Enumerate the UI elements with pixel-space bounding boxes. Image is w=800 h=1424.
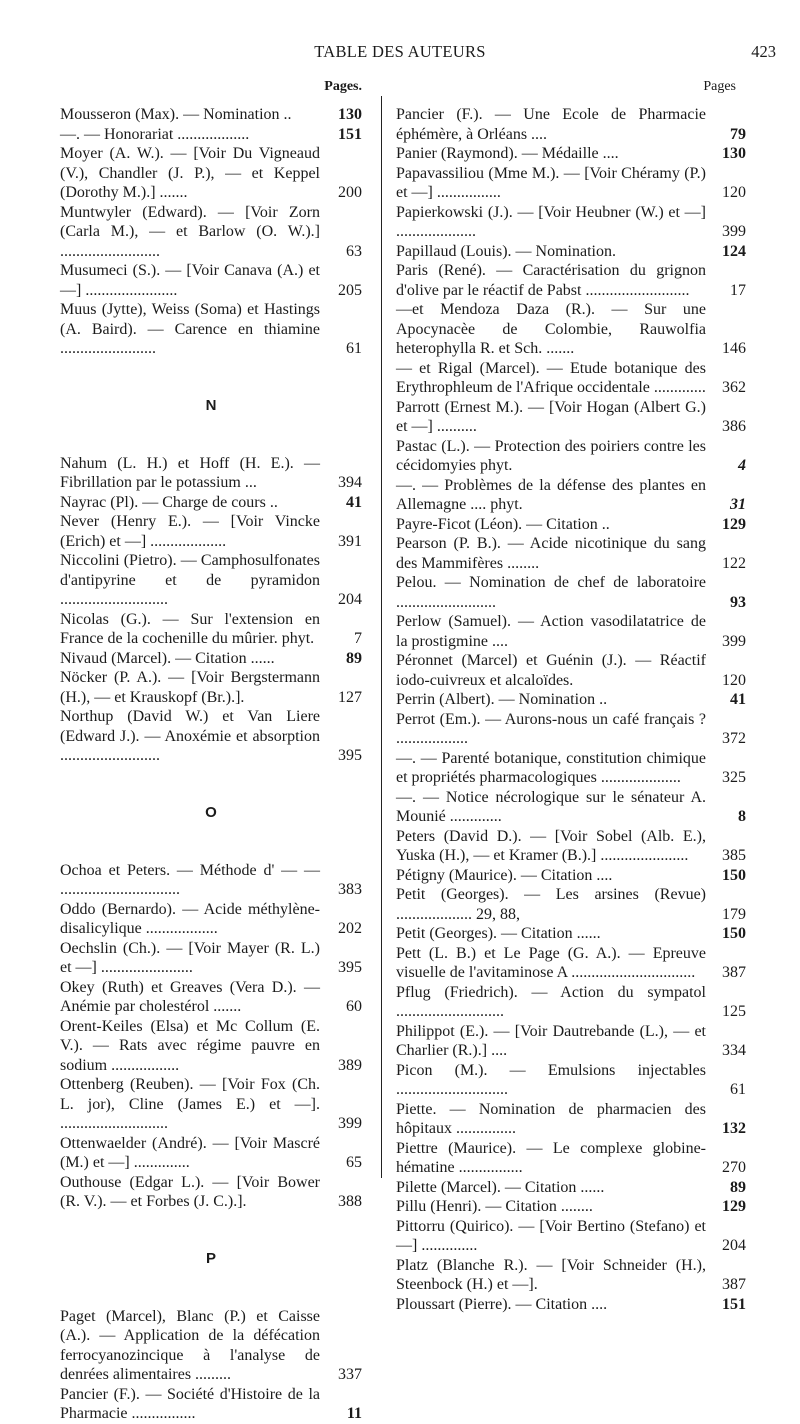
entry-page-number: 362 bbox=[722, 379, 746, 396]
entry-page-number: 204 bbox=[338, 591, 362, 608]
entry-text: —et Mendoza Daza (R.). — Sur une Apocynacèe de Colombie, Rauwolfia heterophylla R. et Sch. ....... bbox=[396, 301, 706, 357]
entry-page-number: 127 bbox=[338, 688, 362, 706]
entry-page-number: 200 bbox=[338, 184, 362, 201]
index-entry bbox=[60, 707, 362, 766]
index-entry bbox=[396, 924, 746, 944]
index-entry bbox=[396, 1100, 746, 1139]
entry-text: Pflug (Friedrich). — Action du sympatol ........................... bbox=[396, 983, 706, 1020]
entry-page-number: 389 bbox=[338, 1056, 362, 1074]
entry-text: Piettre (Maurice). — Le complexe globine-hématine ................ bbox=[396, 1139, 706, 1176]
entry-text: Payre-Ficot (Léon). — Citation .. bbox=[396, 515, 610, 533]
index-entry bbox=[60, 454, 362, 493]
entry-page-number: 202 bbox=[338, 920, 362, 937]
index-entry bbox=[60, 649, 362, 669]
index-entry bbox=[396, 885, 746, 924]
entry-page-number: 325 bbox=[722, 769, 746, 786]
entry-text: Pillu (Henri). — Citation ........ bbox=[396, 1198, 593, 1215]
index-entry bbox=[396, 1061, 746, 1100]
page-number: 423 bbox=[751, 42, 776, 61]
index-entry bbox=[396, 749, 746, 788]
entry-page-number: 337 bbox=[338, 1366, 362, 1383]
entry-page-number: 79 bbox=[730, 125, 746, 143]
index-block-p-continued bbox=[396, 105, 746, 1314]
index-entry bbox=[60, 493, 362, 513]
entry-text: Picon (M.). — Emulsions injectables ............................ bbox=[396, 1061, 706, 1098]
entry-text: Papierkowski (J.). — [Voir Heubner (W.) et —] .................... bbox=[396, 203, 706, 240]
index-entry bbox=[396, 1139, 746, 1178]
entry-text: Ochoa et Peters. — Méthode d' — — .............................. bbox=[60, 861, 320, 898]
entry-text: Musumeci (S.). — [Voir Canava (A.) et —] ....................... bbox=[60, 262, 320, 299]
index-entry bbox=[60, 1173, 362, 1212]
index-entry bbox=[60, 144, 362, 203]
entry-text: Pett (L. B.) et Le Page (G. A.). — Epreuve visuelle de l'avitaminose A ............................... bbox=[396, 944, 706, 981]
entry-text: Platz (Blanche R.). — [Voir Schneider (H.), Steenbock (H.) et —]. bbox=[396, 1256, 706, 1293]
entry-page-number: 60 bbox=[346, 998, 362, 1015]
page-title: TABLE DES AUTEURS bbox=[314, 42, 486, 61]
index-block-o bbox=[60, 861, 362, 1212]
entry-page-number: 395 bbox=[338, 959, 362, 976]
entry-text: Muus (Jytte), Weiss (Soma) et Hastings (A. Baird). — Carence en thiamine ........................ bbox=[60, 301, 320, 357]
entry-text: Pelou. — Nomination de chef de laboratoire ......................... bbox=[396, 574, 706, 611]
index-entry bbox=[396, 261, 746, 300]
entry-text: Pittorru (Quirico). — [Voir Bertino (Stefano) et —] .............. bbox=[396, 1217, 706, 1254]
entry-page-number: 387 bbox=[722, 1276, 746, 1293]
entry-page-number: 150 bbox=[722, 925, 746, 942]
index-entry bbox=[60, 300, 362, 359]
entry-page-number: 11 bbox=[346, 1405, 362, 1422]
entry-page-number: 205 bbox=[338, 281, 362, 299]
entry-text: — et Rigal (Marcel). — Etude botanique des Erythrophleum de l'Afrique occidentale ............. bbox=[396, 359, 706, 396]
index-entry bbox=[396, 105, 746, 144]
entry-text: Paget (Marcel), Blanc (P.) et Caisse (A.). — Application de la défécation ferrocyanozincique à l'analyse de denrées alimentaires ......... bbox=[60, 1307, 320, 1383]
section-letter-n: N bbox=[205, 396, 217, 414]
column-divider bbox=[381, 96, 382, 1178]
entry-page-number: 399 bbox=[722, 223, 746, 240]
index-entry bbox=[60, 1017, 362, 1076]
entry-text: —. — Notice nécrologique sur le sénateur A. Mounié ............. bbox=[396, 788, 706, 825]
entry-page-number: 386 bbox=[722, 418, 746, 435]
index-entry bbox=[60, 610, 362, 649]
entry-text: Perrot (Em.). — Aurons-nous un café français ? .................. bbox=[396, 710, 706, 747]
index-block-m bbox=[60, 105, 362, 359]
entry-text: Pancier (F.). — Une Ecole de Pharmacie éphémère, à Orléans .... bbox=[396, 106, 706, 143]
index-entry bbox=[396, 242, 746, 262]
entry-page-number: 129 bbox=[722, 1198, 746, 1215]
index-entry bbox=[396, 710, 746, 749]
entry-page-number: 120 bbox=[722, 671, 746, 689]
entry-page-number: 151 bbox=[338, 125, 362, 143]
entry-page-number: 120 bbox=[722, 184, 746, 201]
entry-page-number: 63 bbox=[346, 242, 362, 260]
index-entry bbox=[396, 476, 746, 515]
entry-text: —. — Honorariat .................. bbox=[60, 125, 250, 143]
entry-page-number: 146 bbox=[722, 340, 746, 357]
index-entry bbox=[396, 612, 746, 651]
index-entry bbox=[396, 1197, 746, 1217]
entry-page-number: 17 bbox=[730, 281, 746, 299]
entry-text: Philippot (E.). — [Voir Dautrebande (L.), — et Charlier (R.).] .... bbox=[396, 1022, 706, 1059]
entry-text: Ploussart (Pierre). — Citation .... bbox=[396, 1295, 608, 1313]
entry-page-number: 394 bbox=[338, 474, 362, 491]
entry-text: Perlow (Samuel). — Action vasodilatatrice de la prostigmine .... bbox=[396, 613, 706, 650]
entry-text: Petit (Georges). — Citation ...... bbox=[396, 925, 601, 942]
entry-text: Mousseron (Max). — Nomination .. bbox=[60, 106, 292, 123]
entry-text: Petit (Georges). — Les arsines (Revue) ................... 29, 88, bbox=[396, 886, 706, 923]
entry-text: Paris (René). — Caractérisation du grignon d'olive par le réactif de Pabst .......................... bbox=[396, 262, 706, 299]
index-entry bbox=[60, 1134, 362, 1173]
entry-page-number: 4 bbox=[738, 457, 746, 474]
entry-page-number: 122 bbox=[722, 554, 746, 572]
index-entry bbox=[60, 203, 362, 262]
entry-page-number: 93 bbox=[730, 593, 746, 611]
entry-page-number: 151 bbox=[722, 1295, 746, 1313]
entry-page-number: 399 bbox=[722, 632, 746, 650]
index-entry bbox=[396, 866, 746, 886]
index-entry bbox=[60, 512, 362, 551]
index-entry bbox=[396, 651, 746, 690]
index-entry bbox=[396, 534, 746, 573]
index-entry bbox=[60, 261, 362, 300]
index-entry bbox=[396, 1256, 746, 1295]
entry-text: Okey (Ruth) et Greaves (Vera D.). — Anémie par cholestérol ....... bbox=[60, 978, 320, 1015]
entry-page-number: 61 bbox=[346, 340, 362, 357]
left-column bbox=[60, 75, 362, 1424]
index-entry bbox=[60, 900, 362, 939]
entry-text: Panier (Raymond). — Médaille .... bbox=[396, 145, 619, 162]
entry-page-number: 334 bbox=[722, 1042, 746, 1059]
index-entry bbox=[60, 125, 362, 145]
entry-page-number: 89 bbox=[346, 649, 362, 667]
entry-text: Pastac (L.). — Protection des poiriers contre les cécidomyies phyt. bbox=[396, 437, 706, 474]
entry-page-number: 7 bbox=[354, 630, 362, 647]
index-entry bbox=[396, 573, 746, 612]
entry-text: Nöcker (P. A.). — [Voir Bergstermann (H.), — et Krauskopf (Br.).]. bbox=[60, 669, 320, 706]
index-entry bbox=[396, 944, 746, 983]
entry-text: Muntwyler (Edward). — [Voir Zorn (Carla M.), — et Barlow (O. W.).] ......................... bbox=[60, 203, 320, 260]
entry-page-number: 130 bbox=[722, 145, 746, 162]
entry-text: Papavassiliou (Mme M.). — [Voir Chéramy (P.) et —] ................ bbox=[396, 164, 706, 201]
entry-text: Pearson (P. B.). — Acide nicotinique du sang des Mammifères ........ bbox=[396, 535, 706, 572]
pages-header-right: Pages bbox=[703, 79, 736, 94]
index-entry bbox=[396, 788, 746, 827]
entry-text: Parrott (Ernest M.). — [Voir Hogan (Albert G.) et —] .......... bbox=[396, 398, 706, 435]
index-entry bbox=[60, 1307, 362, 1385]
index-entry bbox=[396, 164, 746, 203]
index-entry bbox=[396, 983, 746, 1022]
entry-page-number: 132 bbox=[722, 1120, 746, 1137]
index-entry bbox=[60, 978, 362, 1017]
entry-text: Moyer (A. W.). — [Voir Du Vigneaud (V.), Chandler (J. P.), — et Keppel (Dorothy M.).] ....... bbox=[60, 145, 320, 201]
entry-text: Niccolini (Pietro). — Camphosulfonates d'antipyrine et de pyramidon ........................... bbox=[60, 552, 320, 608]
entry-page-number: 372 bbox=[722, 730, 746, 747]
entry-page-number: 31 bbox=[730, 496, 746, 513]
entry-text: —. — Parenté botanique, constitution chimique et propriétés pharmacologiques .................... bbox=[396, 749, 706, 786]
entry-text: Ottenberg (Reuben). — [Voir Fox (Ch. L. jor), Cline (James E.) et —]. ........................... bbox=[60, 1076, 320, 1132]
entry-text: Nayrac (Pl). — Charge de cours .. bbox=[60, 493, 278, 511]
entry-page-number: 124 bbox=[722, 242, 746, 260]
entry-text: Oechslin (Ch.). — [Voir Mayer (R. L.) et —] ....................... bbox=[60, 939, 320, 976]
entry-page-number: 385 bbox=[722, 847, 746, 864]
entry-page-number: 61 bbox=[730, 1081, 746, 1098]
index-entry bbox=[396, 300, 746, 359]
entry-page-number: 204 bbox=[722, 1237, 746, 1254]
entry-page-number: 391 bbox=[338, 532, 362, 550]
entry-text: Oddo (Bernardo). — Acide méthylène-disalicylique .................. bbox=[60, 900, 320, 937]
index-entry bbox=[396, 398, 746, 437]
index-entry bbox=[60, 939, 362, 978]
entry-page-number: 150 bbox=[722, 866, 746, 884]
pages-header-left: Pages. bbox=[324, 79, 362, 94]
entry-text: Northup (David W.) et Van Liere (Edward J.). — Anoxémie et absorption ......................... bbox=[60, 708, 320, 764]
index-entry bbox=[60, 861, 362, 900]
entry-text: Peters (David D.). — [Voir Sobel (Alb. E.), Yuska (H.), — et Kramer (B.).] ...................... bbox=[396, 827, 706, 864]
index-entry bbox=[60, 551, 362, 610]
entry-page-number: 388 bbox=[338, 1193, 362, 1210]
running-header bbox=[0, 42, 800, 66]
index-entry bbox=[396, 515, 746, 535]
entry-text: —. — Problèmes de la défense des plantes en Allemagne .... phyt. bbox=[396, 476, 706, 513]
entry-text: Papillaud (Louis). — Nomination. bbox=[396, 242, 616, 260]
entry-text: Perrin (Albert). — Nomination .. bbox=[396, 691, 608, 708]
entry-page-number: 399 bbox=[338, 1115, 362, 1132]
entry-text: Never (Henry E.). — [Voir Vincke (Erich) et —] ................... bbox=[60, 513, 320, 550]
section-letter-o: O bbox=[205, 803, 217, 821]
index-entry bbox=[60, 1385, 362, 1424]
entry-page-number: 65 bbox=[346, 1154, 362, 1171]
index-entry bbox=[60, 105, 362, 125]
entry-page-number: 130 bbox=[338, 106, 362, 123]
entry-text: Pancier (F.). — Société d'Histoire de la Pharmacie ................ bbox=[60, 1385, 320, 1422]
index-block-n bbox=[60, 454, 362, 766]
index-entry bbox=[396, 827, 746, 866]
entry-page-number: 383 bbox=[338, 881, 362, 898]
entry-page-number: 179 bbox=[722, 905, 746, 923]
index-entry bbox=[396, 1217, 746, 1256]
index-entry bbox=[396, 359, 746, 398]
index-entry bbox=[396, 1295, 746, 1315]
index-entry bbox=[396, 144, 746, 164]
entry-page-number: 41 bbox=[730, 691, 746, 708]
index-entry bbox=[60, 1075, 362, 1134]
entry-page-number: 270 bbox=[722, 1159, 746, 1176]
entry-text: Outhouse (Edgar L.). — [Voir Bower (R. V.). — et Forbes (J. C.).]. bbox=[60, 1173, 320, 1210]
entry-text: Pilette (Marcel). — Citation ...... bbox=[396, 1178, 605, 1196]
entry-text: Nahum (L. H.) et Hoff (H. E.). — Fibrillation par le potassium ... bbox=[60, 454, 320, 491]
index-entry bbox=[396, 690, 746, 710]
entry-text: Ottenwaelder (André). — [Voir Mascré (M.) et —] .............. bbox=[60, 1134, 320, 1171]
right-column bbox=[396, 75, 746, 1314]
index-entry bbox=[396, 1022, 746, 1061]
index-block-p bbox=[60, 1307, 362, 1424]
section-letter-p: P bbox=[205, 1249, 216, 1267]
entry-page-number: 129 bbox=[722, 515, 746, 533]
index-entry bbox=[396, 437, 746, 476]
entry-text: Piette. — Nomination de pharmacien des hôpitaux ............... bbox=[396, 1100, 706, 1137]
entry-text: Nicolas (G.). — Sur l'extension en France de la cochenille du mûrier. phyt. bbox=[60, 610, 320, 647]
entry-text: Péronnet (Marcel) et Guénin (J.). — Réactif iodo-cuivreux et alcaloïdes. bbox=[396, 652, 706, 689]
entry-page-number: 125 bbox=[722, 1003, 746, 1020]
entry-text: Pétigny (Maurice). — Citation .... bbox=[396, 866, 613, 884]
entry-page-number: 8 bbox=[738, 808, 746, 825]
index-entry bbox=[396, 1178, 746, 1198]
entry-page-number: 395 bbox=[338, 747, 362, 764]
entry-text: Nivaud (Marcel). — Citation ...... bbox=[60, 649, 275, 667]
entry-page-number: 89 bbox=[730, 1178, 746, 1196]
entry-page-number: 41 bbox=[346, 493, 362, 511]
index-entry bbox=[60, 668, 362, 707]
index-entry bbox=[396, 203, 746, 242]
entry-text: Orent-Keiles (Elsa) et Mc Collum (E. V.). — Rats avec régime pauvre en sodium ................. bbox=[60, 1017, 320, 1074]
entry-page-number: 387 bbox=[722, 964, 746, 981]
